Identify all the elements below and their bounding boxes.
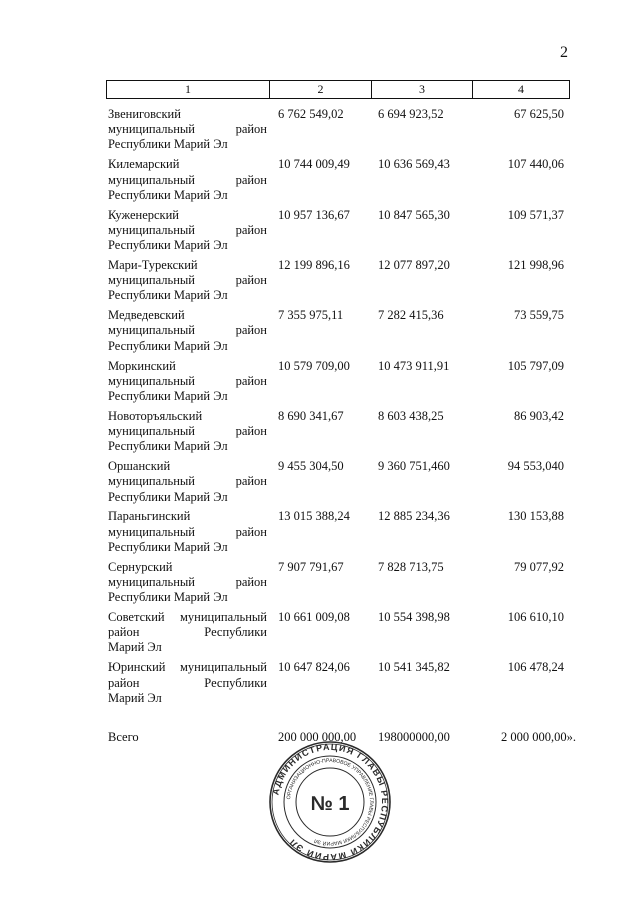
district-name-line: Республики Марий Эл	[108, 439, 228, 454]
district-name-word: муниципальный	[108, 122, 195, 137]
district-name-word: муниципальный	[108, 172, 195, 187]
district-name-line: Куженерский	[108, 207, 179, 222]
total-label: Всего	[108, 730, 139, 744]
district-name-word: муниципальный	[108, 222, 195, 237]
district-name	[108, 459, 267, 505]
seal-inner-text: ОРГАНИЗАЦИОННО-ПРАВОВОЕ УПРАВЛЕНИЕ ГЛАВЫ РЕСПУБЛИКИ МАРИЙ ЭЛ	[286, 757, 375, 847]
table-row	[106, 459, 570, 509]
value-col-3: 12 077 897,20	[378, 257, 450, 272]
page-number: 2	[560, 44, 568, 61]
header-col-3: 3	[372, 81, 473, 98]
district-name-line	[108, 424, 267, 439]
total-col-2: 200 000 000,00	[278, 730, 357, 744]
district-name-word: муниципальный	[108, 474, 195, 489]
district-name-word: район	[235, 373, 267, 388]
district-name-line	[108, 173, 267, 188]
seal-number: № 1	[310, 793, 350, 815]
value-col-3: 9 360 751,460	[378, 459, 450, 474]
district-name-word: район	[235, 222, 267, 237]
district-name-line: Республики Марий Эл	[108, 288, 228, 303]
district-name-word: район	[108, 675, 140, 690]
header-col-4: 4	[473, 81, 570, 98]
district-name-line	[108, 273, 267, 288]
district-name-word: Юринский	[108, 660, 166, 675]
value-col-2: 13 015 388,24	[278, 509, 350, 524]
district-name	[108, 660, 267, 706]
district-name-word: муниципальный	[108, 524, 195, 539]
district-name-word: Республики	[204, 675, 267, 690]
district-name-word: муниципальный	[108, 323, 195, 338]
official-seal	[268, 740, 392, 864]
value-col-3: 6 694 923,52	[378, 107, 444, 121]
table-header	[106, 80, 570, 99]
district-name-line: Килемарский	[108, 157, 180, 172]
value-col-3: 8 603 438,25	[378, 408, 444, 423]
district-name-word: Республики	[204, 625, 267, 640]
table-row	[106, 610, 570, 660]
district-name-word: муниципальный	[108, 574, 195, 589]
total-col-3: 198000000,00	[378, 730, 450, 744]
total-col-4: 2 000 000,00».	[501, 730, 576, 744]
district-name-line: Республики Марий Эл	[108, 539, 228, 554]
district-name-line: Республики Марий Эл	[108, 489, 228, 504]
district-name-line: Республики Марий Эл	[108, 238, 228, 252]
value-col-2: 10 744 009,49	[278, 157, 350, 172]
district-name	[108, 359, 267, 405]
district-name-word: район	[235, 574, 267, 589]
district-name-line: Медведевский	[108, 308, 185, 323]
table-row	[106, 560, 570, 610]
district-name-line: Звениговский	[108, 107, 181, 121]
value-col-4: 79 077,92	[514, 559, 564, 574]
table-row	[106, 409, 570, 459]
header-col-1: 1	[106, 81, 270, 98]
district-name-line	[108, 223, 267, 238]
district-name	[108, 560, 267, 606]
value-col-2: 12 199 896,16	[278, 257, 350, 272]
value-col-2: 10 957 136,67	[278, 207, 350, 222]
district-name-line	[108, 374, 267, 389]
value-col-3: 10 636 569,43	[378, 157, 450, 172]
district-name-word: муниципальный	[108, 373, 195, 388]
district-name-line: Мари-Турекский	[108, 257, 198, 272]
district-name-line: Оршанский	[108, 459, 171, 474]
district-name-word: муниципальный	[180, 660, 267, 675]
value-col-2: 10 661 009,08	[278, 610, 350, 624]
district-name-line: Марий Эл	[108, 640, 162, 655]
value-col-2: 7 907 791,67	[278, 559, 344, 574]
header-col-2: 2	[270, 81, 372, 98]
district-name-word: район	[235, 524, 267, 539]
value-col-3: 7 828 713,75	[378, 559, 444, 574]
district-name-word: район	[235, 172, 267, 187]
district-name-word: район	[235, 273, 267, 288]
district-name-word: район	[235, 122, 267, 137]
district-name	[108, 208, 267, 254]
district-name	[108, 157, 267, 203]
district-name-line: Республики Марий Эл	[108, 388, 228, 403]
table-row	[106, 660, 570, 710]
district-name-line: Республики Марий Эл	[108, 187, 228, 202]
value-col-2: 9 455 304,50	[278, 459, 344, 474]
allocation-table	[106, 80, 576, 744]
district-name-line	[108, 676, 267, 691]
value-col-3: 10 847 565,30	[378, 207, 450, 222]
table-row	[106, 157, 570, 207]
district-name	[108, 107, 267, 153]
district-name-word: район	[235, 424, 267, 438]
value-col-3: 10 541 345,82	[378, 660, 450, 675]
district-name	[108, 258, 267, 304]
district-name-line	[108, 122, 267, 137]
value-col-4: 73 559,75	[514, 308, 564, 323]
value-col-4: 130 153,88	[507, 509, 564, 524]
table-row	[106, 258, 570, 308]
district-name-line: Республики Марий Эл	[108, 338, 228, 353]
district-name-word: муниципальный	[180, 610, 267, 624]
district-name-word: Советский	[108, 610, 165, 624]
district-name-line: Республики Марий Эл	[108, 590, 228, 605]
district-name	[108, 308, 267, 354]
value-col-2: 6 762 549,02	[278, 107, 344, 121]
district-name-line: Параньгинский	[108, 509, 191, 524]
district-name-word: район	[235, 474, 267, 489]
value-col-2: 10 647 824,06	[278, 660, 350, 675]
table-row	[106, 509, 570, 559]
value-col-2: 8 690 341,67	[278, 408, 344, 423]
value-col-2: 7 355 975,11	[278, 308, 344, 323]
district-name-line	[108, 474, 267, 489]
district-name-line: Марий Эл	[108, 690, 162, 705]
district-name-line	[108, 323, 267, 338]
value-col-3: 7 282 415,36	[378, 308, 444, 323]
district-name-line	[108, 625, 267, 640]
table-row	[106, 359, 570, 409]
district-name-line	[108, 610, 267, 625]
value-col-4: 106 478,24	[507, 660, 564, 675]
district-name-line: Сернурский	[108, 559, 173, 574]
value-col-4: 86 903,42	[514, 408, 564, 423]
table-row	[106, 107, 570, 157]
seal-outer-text: АДМИНИСТРАЦИЯ ГЛАВЫ РЕСПУБЛИКИ МАРИЙ ЭЛ	[270, 741, 391, 863]
district-name-word: муниципальный	[108, 273, 195, 288]
district-name-line: Республики Марий Эл	[108, 137, 228, 152]
district-name	[108, 610, 267, 656]
district-name-word: муниципальный	[108, 424, 195, 438]
district-name-line: Моркинский	[108, 358, 176, 373]
district-name	[108, 509, 267, 555]
value-col-2: 10 579 709,00	[278, 358, 350, 373]
value-col-4: 105 797,09	[507, 358, 564, 373]
value-col-4: 109 571,37	[507, 207, 564, 222]
district-name-line: Новоторъяльский	[108, 408, 203, 423]
value-col-3: 10 473 911,91	[378, 358, 450, 373]
value-col-4: 107 440,06	[507, 157, 564, 172]
table-row	[106, 308, 570, 358]
table-row	[106, 208, 570, 258]
district-name-line	[108, 660, 267, 675]
district-name-word: район	[235, 323, 267, 338]
value-col-3: 10 554 398,98	[378, 610, 450, 624]
value-col-4: 94 553,040	[507, 459, 564, 474]
value-col-4: 106 610,10	[507, 610, 564, 624]
value-col-4: 67 625,50	[514, 107, 564, 121]
district-name-line	[108, 525, 267, 540]
district-name	[108, 409, 267, 455]
district-name-line	[108, 575, 267, 590]
value-col-3: 12 885 234,36	[378, 509, 450, 524]
value-col-4: 121 998,96	[507, 257, 564, 272]
district-name-word: район	[108, 625, 140, 640]
